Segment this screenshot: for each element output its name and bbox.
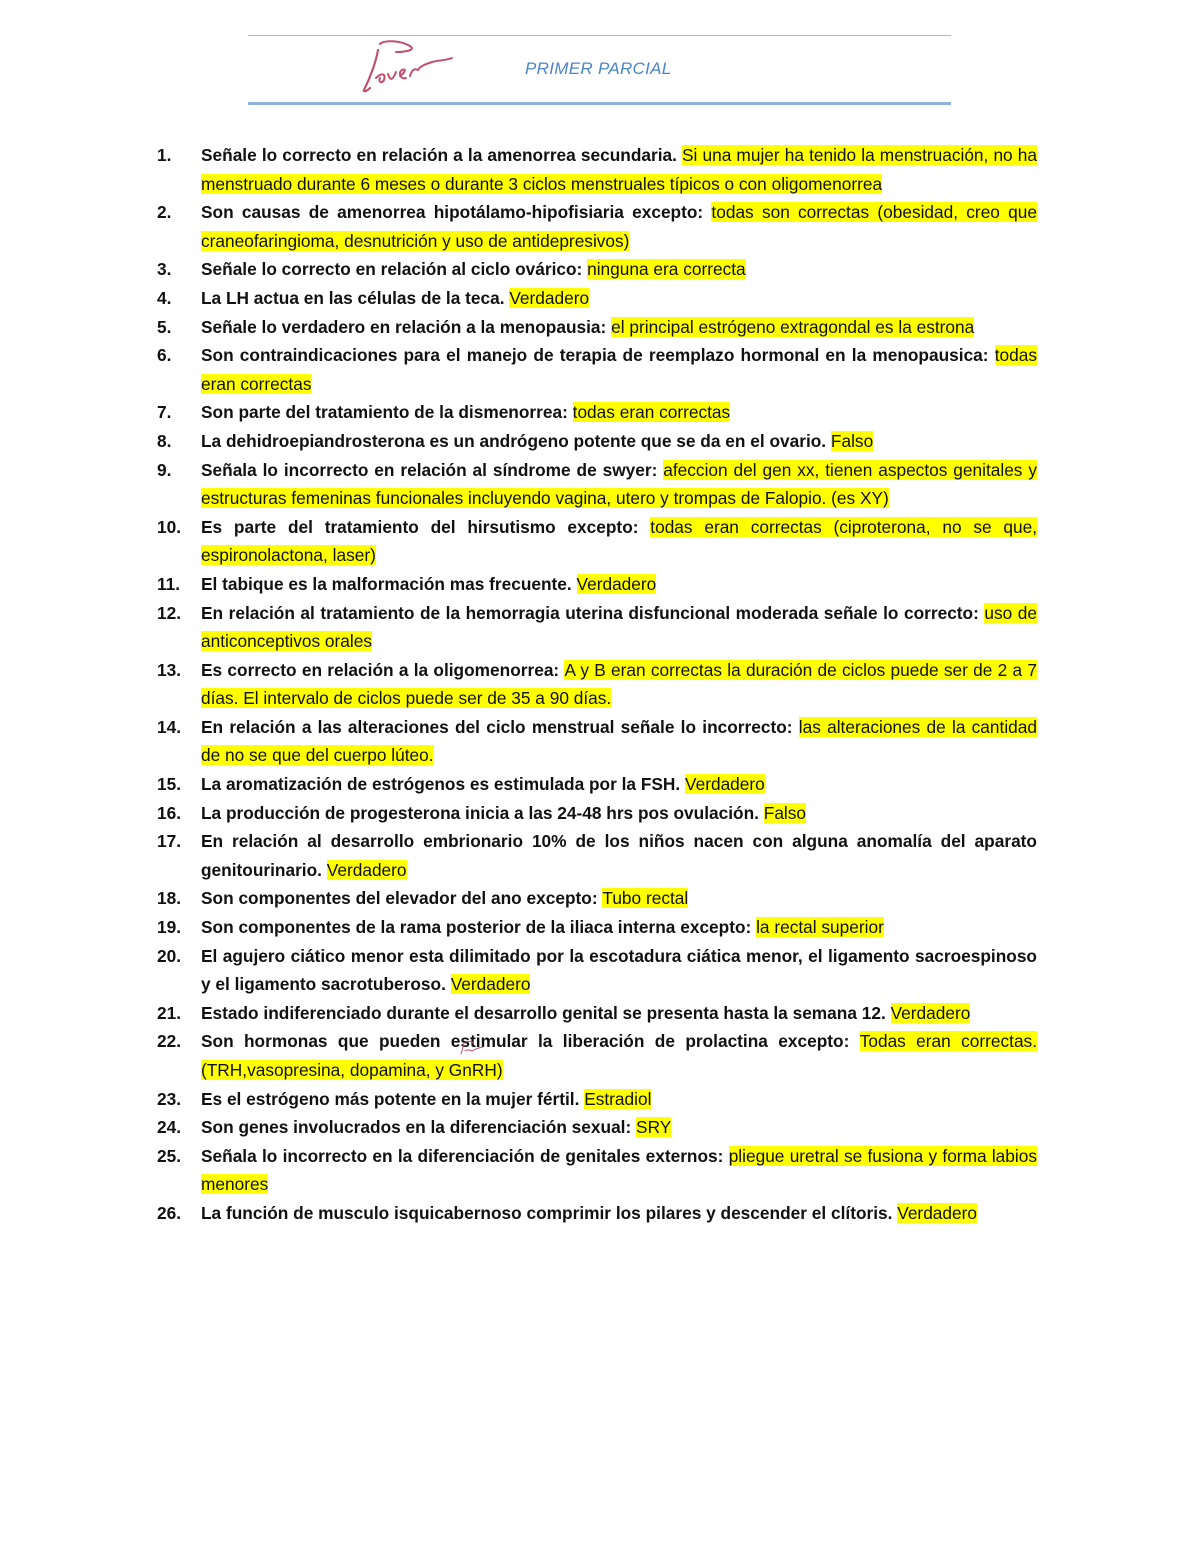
question-number: 16. (157, 802, 182, 823)
highlighted-answer: Verdadero (509, 287, 590, 308)
highlighted-answer: todas eran correctas (572, 402, 731, 423)
question-number: 1. (157, 145, 172, 165)
highlighted-answer: el principal estrógeno extragondal es la estrona (611, 316, 975, 337)
highlighted-answer: Falso (830, 430, 874, 451)
question-text: Son hormonas que pueden estimular la liberación de prolactina excepto: (201, 1031, 860, 1052)
question-item (157, 884, 1037, 913)
question-text: El tabique es la malformación mas frecuente. (201, 573, 577, 594)
highlighted-answer: la rectal superior (756, 917, 884, 938)
question-number: 20. (157, 945, 182, 966)
question-text: En relación a las alteraciones del ciclo menstrual señale lo incorrecto: (201, 716, 799, 737)
question-item (157, 1027, 1037, 1084)
question-number: 7. (157, 402, 172, 423)
highlighted-answer: Verdadero (685, 774, 765, 795)
question-text: En relación al tratamiento de la hemorragia uterina disfuncional moderada señale lo correcto: (201, 602, 985, 623)
question-item (157, 1199, 1037, 1228)
question-number: 13. (157, 659, 182, 680)
question-text: Es correcto en relación a la oligomenorrea: (201, 659, 565, 680)
highlighted-answer: Si una mujer ha tenido la menstruación, no ha menstruado durante 6 meses o durante 3 ciclos menstruales típicos o con oligomenorrea (201, 145, 1037, 194)
question-text: En relación al desarrollo embrionario 10% de los niños nacen con alguna anomalía del aparato genitourinario. (201, 831, 1037, 880)
highlighted-answer: SRY (636, 1117, 672, 1138)
question-number: 10. (157, 516, 182, 537)
small-lover-logo (459, 1040, 485, 1056)
question-text: La función de musculo isquicabernoso comprimir los pilares y descender el clítoris. (201, 1202, 898, 1223)
highlighted-answer: Falso (763, 802, 807, 823)
highlighted-answer: afeccion del gen xx, tienen aspectos genitales y estructuras femeninas funcionales incluyendo vagina, utero y trompas de Falopio. (es XY) (201, 459, 1037, 509)
highlighted-answer: Verdadero (897, 1202, 977, 1223)
question-text: Son parte del tratamiento de la dismenorrea: (201, 402, 573, 423)
highlighted-answer: todas eran correctas (201, 345, 1037, 394)
question-item (157, 713, 1037, 770)
question-item (157, 198, 1037, 255)
question-text: Son genes involucrados en la diferenciación sexual: (201, 1117, 637, 1138)
question-text: Son contraindicaciones para el manejo de terapia de reemplazo hormonal en la menopausica: (201, 345, 995, 366)
question-item (157, 999, 1037, 1028)
question-item (157, 141, 1037, 198)
question-text: Señala lo incorrecto en relación al síndrome de swyer: (201, 459, 664, 480)
highlighted-answer: ninguna era correcta (587, 259, 746, 280)
question-number: 5. (157, 316, 172, 337)
question-item (157, 398, 1037, 427)
question-item (157, 1113, 1037, 1142)
question-number: 18. (157, 888, 182, 909)
question-item (157, 799, 1037, 828)
question-item (157, 599, 1037, 656)
question-item (157, 1142, 1037, 1199)
lover-logo (356, 38, 456, 94)
question-text: El agujero ciático menor esta dilimitado por la escotadura ciática menor, el ligamento sacroespinoso y el ligamento sacrotuberoso. (201, 945, 1037, 995)
question-item (157, 456, 1037, 513)
question-number: 23. (157, 1088, 182, 1109)
question-number: 26. (157, 1202, 182, 1223)
highlighted-answer: Verdadero (450, 974, 531, 995)
question-number: 25. (157, 1145, 182, 1166)
question-number: 21. (157, 1002, 182, 1023)
question-number: 2. (157, 202, 172, 223)
question-item (157, 1085, 1037, 1114)
question-text: La LH actua en las células de la teca. (201, 287, 510, 308)
question-number: 17. (157, 831, 182, 852)
question-item (157, 255, 1037, 284)
question-text: Señale lo correcto en relación a la amenorrea secundaria. (201, 145, 683, 165)
header-rule-bottom (248, 102, 951, 105)
highlighted-answer: Verdadero (890, 1002, 971, 1023)
question-item (157, 827, 1037, 884)
question-item (157, 913, 1037, 942)
question-text: La dehidroepiandrosterona es un andrógeno potente que se da en el ovario. (201, 430, 831, 451)
highlighted-answer: las alteraciones de la cantidad de no se que del cuerpo lúteo. (201, 716, 1037, 766)
question-number: 8. (157, 430, 172, 451)
question-list (157, 141, 1037, 1228)
question-text: Son componentes del elevador del ano excepto: (201, 888, 603, 909)
highlighted-answer: Todas eran correctas. (TRH,vasopresina, dopamina, y GnRH) (201, 1031, 1038, 1080)
question-text: La producción de progesterona inicia a las 24-48 hrs pos ovulación. (201, 802, 764, 823)
question-text: Señale lo verdadero en relación a la menopausia: (201, 316, 612, 337)
highlighted-answer: Verdadero (576, 573, 657, 594)
question-number: 3. (157, 259, 172, 280)
highlighted-answer: todas eran correctas (ciproterona, no se que, espironolactona, laser) (201, 516, 1037, 566)
question-item (157, 570, 1037, 599)
highlighted-answer: pliegue uretral se fusiona y forma labios menores (201, 1145, 1037, 1195)
question-number: 6. (157, 345, 172, 366)
question-number: 11. (157, 573, 181, 594)
highlighted-answer: uso de anticonceptivos orales (201, 602, 1037, 652)
question-number: 22. (157, 1031, 182, 1052)
question-text: Es parte del tratamiento del hirsutismo excepto: (201, 516, 651, 537)
question-item (157, 427, 1037, 456)
question-item (157, 284, 1037, 313)
question-item (157, 341, 1037, 398)
question-text: Señala lo incorrecto en la diferenciación de genitales externos: (201, 1145, 729, 1166)
highlighted-answer: Tubo rectal (602, 888, 689, 909)
question-number: 14. (157, 716, 182, 737)
question-text: Estado indiferenciado durante el desarrollo genital se presenta hasta la semana 12. (201, 1002, 891, 1023)
question-text: Son componentes de la rama posterior de la iliaca interna excepto: (201, 917, 757, 938)
question-number: 15. (157, 774, 182, 795)
question-item (157, 313, 1037, 342)
question-item (157, 770, 1037, 799)
question-number: 9. (157, 459, 172, 480)
question-number: 19. (157, 917, 182, 938)
header-rule-top (248, 35, 951, 36)
question-item (157, 656, 1037, 713)
question-number: 4. (157, 287, 172, 308)
question-item (157, 942, 1037, 999)
highlighted-answer: todas son correctas (obesidad, creo que craneofaringioma, desnutrición y uso de antidepresivos) (201, 202, 1037, 251)
question-number: 12. (157, 602, 182, 623)
highlighted-answer: Estradiol (584, 1088, 652, 1109)
highlighted-answer: Verdadero (326, 859, 407, 880)
question-number: 24. (157, 1117, 182, 1138)
question-text: La aromatización de estrógenos es estimulada por la FSH. (201, 774, 686, 795)
question-text: Señale lo correcto en relación al ciclo ovárico: (201, 259, 588, 280)
question-text: Son causas de amenorrea hipotálamo-hipofisiaria excepto: (201, 202, 712, 223)
question-text: Es el estrógeno más potente en la mujer fértil. (201, 1088, 585, 1109)
question-item (157, 513, 1037, 570)
highlighted-answer: A y B eran correctas la duración de ciclos puede ser de 2 a 7 días. El intervalo de ciclos puede ser de 35 a 90 días. (201, 659, 1037, 709)
header-title: PRIMER PARCIAL (525, 59, 672, 78)
